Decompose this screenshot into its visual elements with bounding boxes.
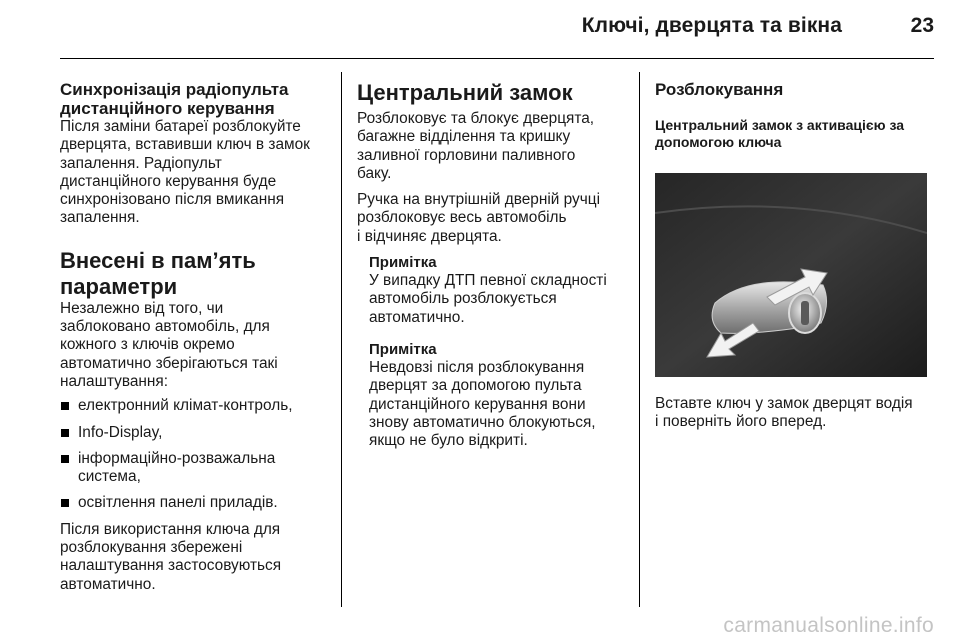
text-line: заблоковано автомобіль, для	[60, 318, 270, 336]
page-number: 23	[910, 14, 934, 37]
central-lock-paragraph-1	[357, 110, 627, 183]
bullet-square-icon	[61, 402, 69, 410]
sync-paragraph	[60, 118, 332, 228]
list-item-text: система,	[78, 468, 141, 486]
text-line: Розблоковує та блокує дверцята,	[357, 110, 595, 127]
text-line: заливної горловини паливного	[357, 146, 576, 164]
sync-heading	[60, 80, 332, 118]
text-line: У випадку ДТП певної складності	[369, 272, 607, 290]
memory-settings-list	[60, 397, 332, 512]
note-text	[369, 359, 627, 450]
bullet-square-icon	[61, 455, 69, 463]
text-line: кожного з ключів окремо	[60, 336, 235, 354]
text-line: запалення. Радіопульт	[60, 154, 222, 172]
text-line: Вставте ключ у замок дверцят водія	[655, 395, 913, 412]
watermark: carmanualsonline.info	[723, 614, 934, 637]
text-line: розблоковує весь автомобіль	[357, 209, 567, 227]
text-line: дистанційного керування вони	[369, 395, 586, 413]
text-line: розблокування збережені	[60, 539, 243, 557]
text-line: і поверніть його вперед.	[655, 413, 827, 431]
bullet-square-icon	[61, 429, 69, 437]
memory-heading	[60, 248, 332, 300]
text-line: Невдовзі після розблокування	[369, 358, 585, 376]
column-left	[60, 80, 332, 594]
text-line: синхронізовано після вмикання	[60, 191, 285, 209]
note-block-2	[357, 341, 627, 450]
header-rule	[60, 58, 934, 59]
central-lock-paragraph-2	[357, 191, 627, 246]
illustration-caption	[655, 395, 930, 432]
column-divider-1	[341, 72, 342, 607]
key-slot	[801, 301, 809, 325]
text-line: баку.	[357, 164, 392, 182]
text-line: і відчиняє дверцята.	[357, 227, 502, 245]
subheading-line: допомогою ключа	[655, 134, 782, 150]
bullet-square-icon	[61, 499, 69, 507]
text-line: запалення.	[60, 209, 140, 227]
text-line: багажне відділення та кришку	[357, 128, 571, 146]
central-lock-heading: Центральний замок	[357, 80, 573, 105]
note-text	[369, 272, 627, 327]
text-line: Після використання ключа для	[60, 520, 281, 538]
header-title: Ключі, дверцята та вікна	[581, 14, 842, 37]
note-label: Примітка	[369, 254, 437, 272]
text-line: дверцят за допомогою пульта	[369, 377, 582, 395]
list-item-text: освітлення панелі приладів.	[78, 494, 278, 512]
key-lock-subheading	[655, 117, 930, 151]
text-line: автомобіль розблокується	[369, 290, 557, 308]
memory-heading-line2: параметри	[60, 273, 178, 299]
text-line: Незалежно від того, чи	[60, 299, 224, 317]
text-line: Ручка на внутрішній дверній ручці	[357, 191, 600, 209]
text-line: знову автоматично блокуються,	[369, 413, 596, 431]
text-line: Після заміни батареї розблокуйте	[60, 118, 301, 135]
list-item	[60, 397, 332, 415]
sync-heading-line2: дистанційного керування	[60, 99, 275, 118]
list-item-text: електронний клімат-контроль,	[78, 397, 293, 415]
column-middle	[357, 80, 627, 450]
note-label: Примітка	[369, 340, 437, 358]
list-item	[60, 424, 332, 442]
door-panel	[655, 173, 927, 377]
memory-heading-line1: Внесені в пам’ять	[60, 247, 256, 273]
text-line: якщо не було відкриті.	[369, 432, 528, 450]
subheading-line: Центральний замок з активацією за	[655, 117, 905, 133]
list-item	[60, 450, 332, 487]
text-line: автоматично.	[60, 575, 156, 593]
text-line: дверцята, вставивши ключ в замок	[60, 136, 310, 154]
sync-heading-line1: Синхронізація радіопульта	[60, 80, 289, 99]
text-line: налаштування застосовуються	[60, 557, 282, 575]
unlocking-heading: Розблокування	[655, 80, 784, 99]
after-list-paragraph	[60, 521, 332, 594]
door-lock-key-illustration	[655, 173, 927, 377]
text-line: автоматично.	[369, 308, 465, 326]
memory-paragraph	[60, 300, 332, 391]
column-right	[655, 80, 930, 432]
list-item-text: інформаційно-розважальна	[78, 449, 276, 467]
text-line: дистанційного керування буде	[60, 172, 277, 190]
text-line: автоматично зберігаються такі	[60, 354, 278, 372]
list-item-text: Info-Display,	[78, 423, 163, 441]
note-block-1	[357, 254, 627, 327]
text-line: налаштування:	[60, 372, 169, 390]
column-divider-2	[639, 72, 640, 607]
list-item	[60, 494, 332, 512]
